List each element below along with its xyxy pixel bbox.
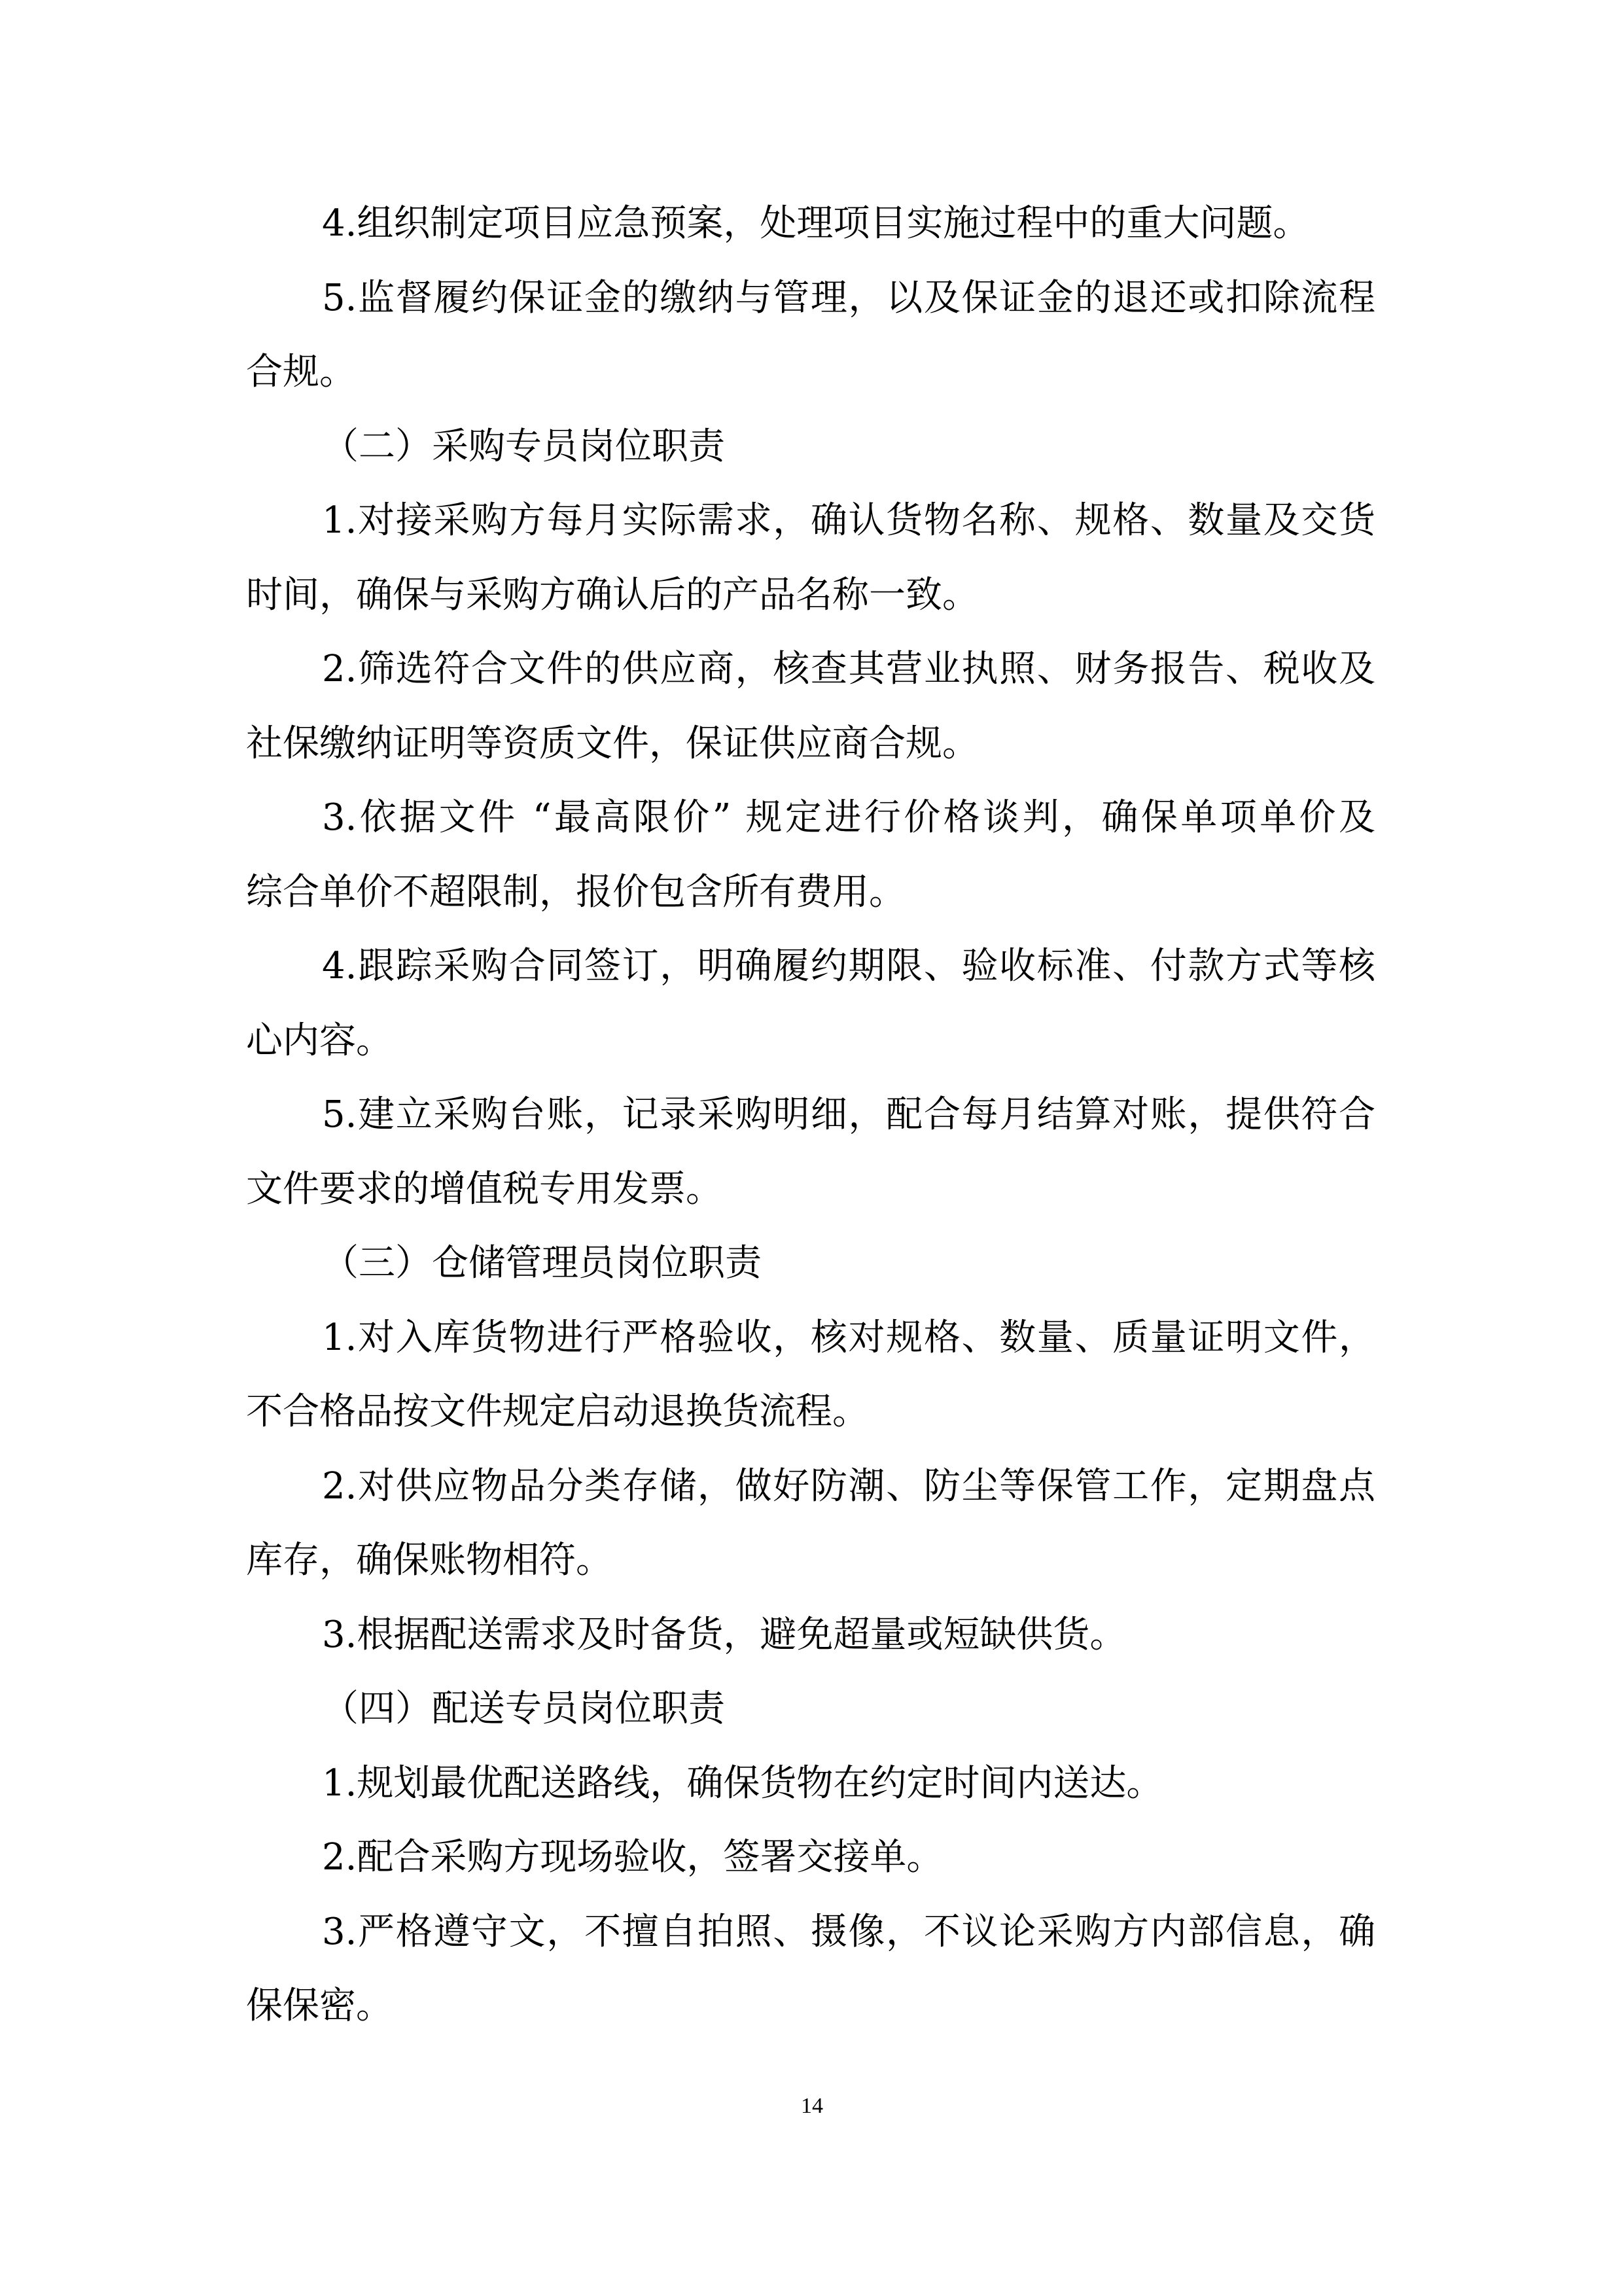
section-heading: （四）配送专员岗位职责 — [322, 1687, 725, 1730]
text-line: 5.建立采购台账，记录采购明细，配合每月结算对账，提供符合 — [322, 1093, 1375, 1136]
text-line: 综合单价不超限制，报价包含所有费用。 — [246, 870, 906, 913]
text-line: 合规。 — [246, 351, 356, 393]
page-number: 14 — [801, 2094, 823, 2118]
text-line: 保保密。 — [246, 1985, 393, 2027]
text-line: 库存，确保账物相符。 — [246, 1539, 612, 1581]
text-line: 文件要求的增值税专用发票。 — [246, 1167, 722, 1210]
text-line: 2.配合采购方现场验收，签署交接单。 — [322, 1836, 944, 1879]
text-line: 1.规划最优配送路线，确保货物在约定时间内送达。 — [322, 1761, 1163, 1805]
text-line: 2.对供应物品分类存储，做好防潮、防尘等保管工作，定期盘点 — [322, 1464, 1375, 1508]
text-line: 3.严格遵守文，不擅自拍照、摄像，不议论采购方内部信息，确 — [322, 1910, 1375, 1953]
text-line: 1.对接采购方每月实际需求，确认货物名称、规格、数量及交货 — [322, 499, 1375, 542]
text-line: 3.依据文件 “最高限价” 规定进行价格谈判，确保单项单价及 — [322, 796, 1375, 839]
text-line: 2.筛选符合文件的供应商，核查其营业执照、财务报告、税收及 — [322, 648, 1375, 690]
text-line: 4.跟踪采购合同签订，明确履约期限、验收标准、付款方式等核 — [322, 945, 1375, 987]
section-heading: （三）仓储管理员岗位职责 — [322, 1242, 762, 1284]
text-line: 5.监督履约保证金的缴纳与管理，以及保证金的退还或扣除流程 — [322, 276, 1375, 319]
section-heading: （二）采购专员岗位职责 — [322, 425, 725, 468]
text-line: 不合格品按文件规定启动退换货流程。 — [246, 1390, 869, 1433]
text-line: 3.根据配送需求及时备货，避免超量或短缺供货。 — [322, 1613, 1127, 1656]
text-line: 社保缴纳证明等资质文件，保证供应商合规。 — [246, 722, 979, 765]
text-line: 1.对入库货物进行严格验收，核对规格、数量、质量证明文件， — [322, 1316, 1375, 1359]
text-line: 时间，确保与采购方确认后的产品名称一致。 — [246, 573, 979, 616]
text-line: 4.组织制定项目应急预案，处理项目实施过程中的重大问题。 — [322, 202, 1310, 245]
text-line: 心内容。 — [246, 1019, 393, 1062]
document-body — [246, 186, 1375, 2043]
